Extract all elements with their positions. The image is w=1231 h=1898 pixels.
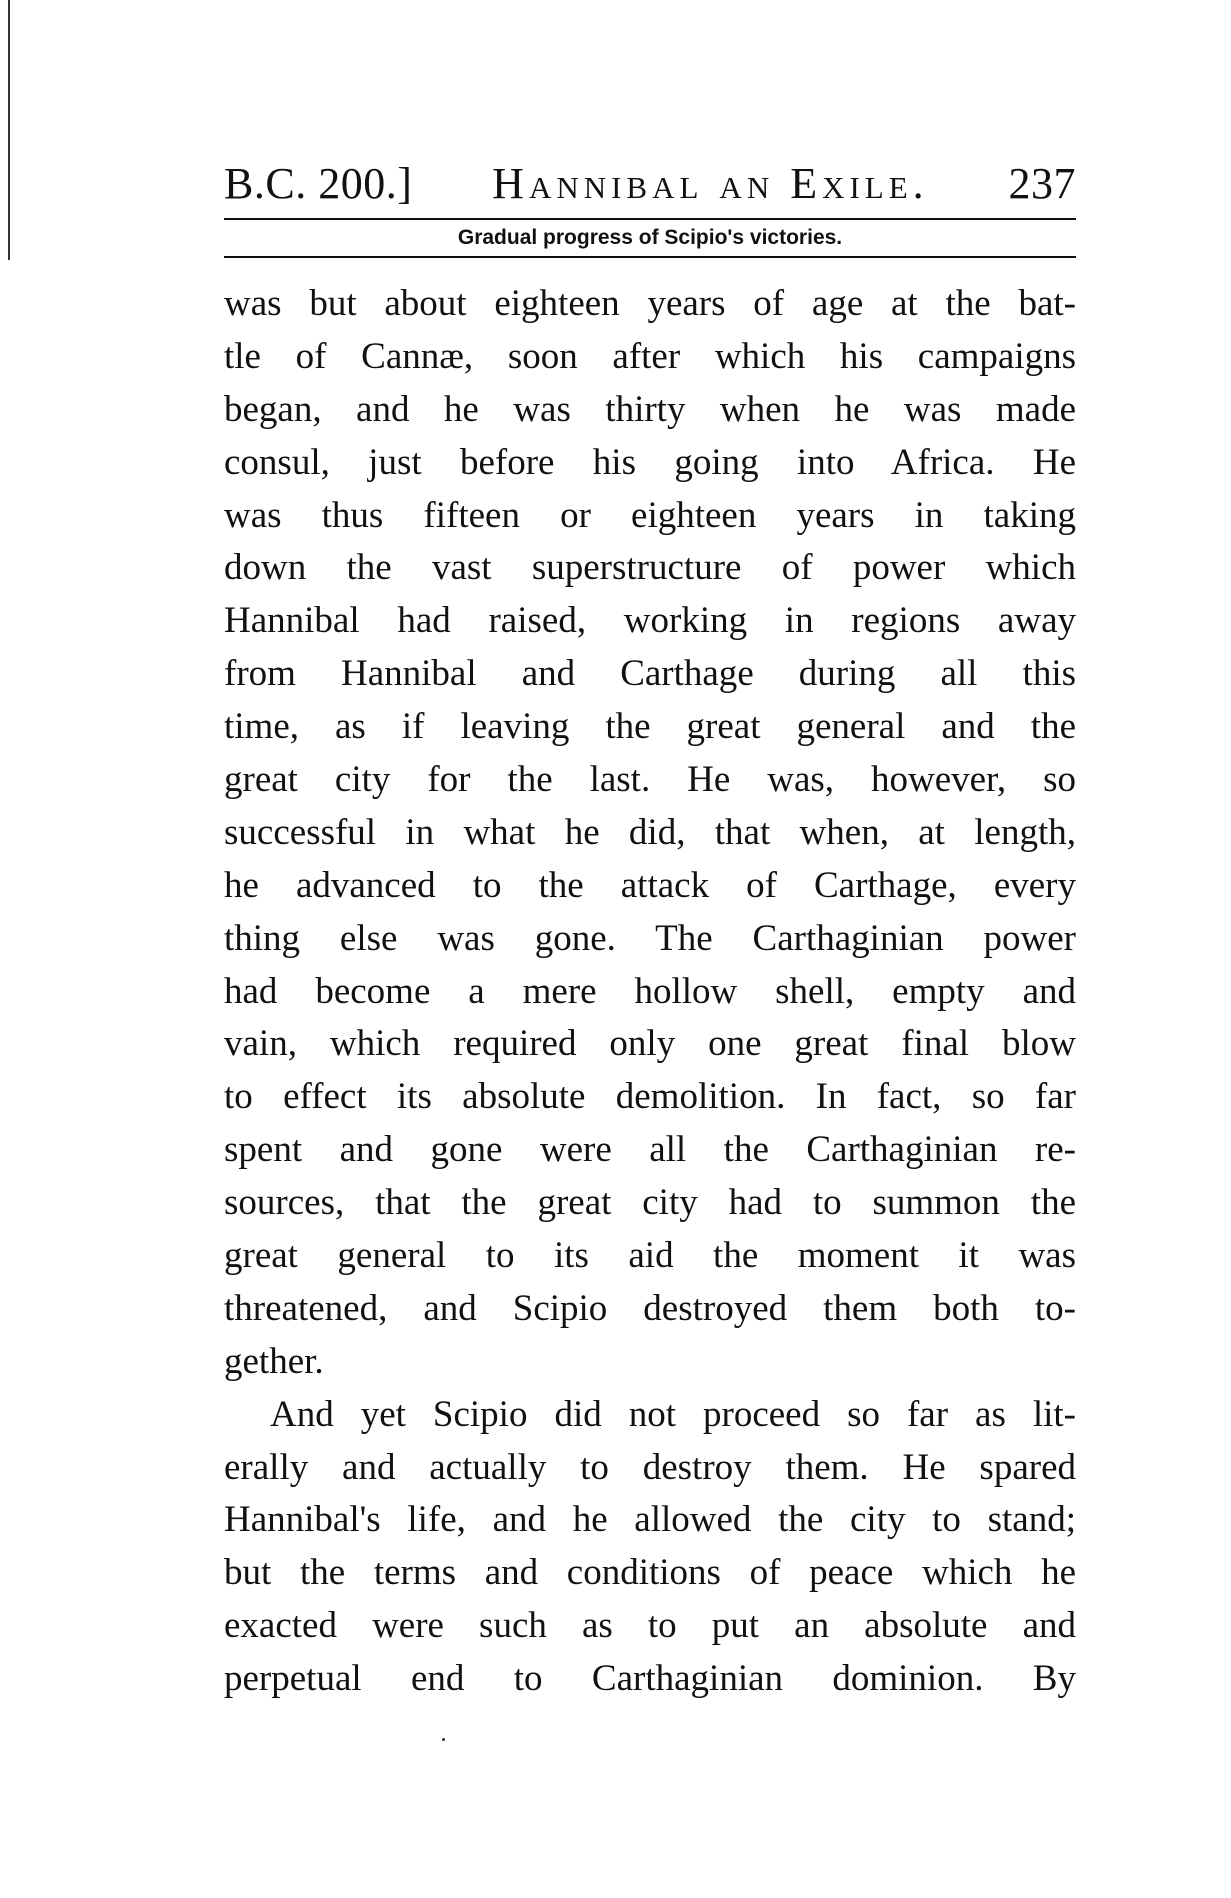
- running-head: [224, 158, 1076, 210]
- text-line: consul, just before his going into Africa. He: [224, 441, 1076, 483]
- page-subheading: Gradual progress of Scipio's victories.: [457, 226, 843, 249]
- body-text: [224, 278, 1076, 1706]
- binding-edge-line: [8, 0, 10, 260]
- page-number: 237: [1008, 159, 1076, 208]
- text-line: vain, which required only one great final blow: [224, 1023, 1076, 1065]
- text-line: successful in what he did, that when, at length,: [224, 811, 1076, 853]
- text-line: thing else was gone. The Carthaginian power: [224, 917, 1076, 959]
- text-line: sources, that the great city had to summon the: [224, 1182, 1076, 1224]
- text-line: time, as if leaving the great general and the: [224, 706, 1076, 748]
- book-page: [224, 158, 1076, 1706]
- text-line: from Hannibal and Carthage during all this: [224, 653, 1076, 695]
- text-line: erally and actually to destroy them. He spared: [224, 1446, 1076, 1488]
- chapter-date: B.C. 200.]: [224, 159, 413, 208]
- text-line: tle of Cannæ, soon after which his campaigns: [224, 335, 1076, 377]
- text-line: gether.: [224, 1340, 324, 1382]
- text-line: was thus fifteen or eighteen years in taking: [224, 494, 1076, 536]
- text-line: had become a mere hollow shell, empty and: [224, 970, 1076, 1012]
- text-line: spent and gone were all the Carthaginian re-: [224, 1129, 1076, 1171]
- text-line: he advanced to the attack of Carthage, every: [224, 864, 1076, 906]
- text-line: And yet Scipio did not proceed so far as lit-: [270, 1393, 1076, 1435]
- text-line: to effect its absolute demolition. In fact, so far: [224, 1076, 1076, 1118]
- text-line: but the terms and conditions of peace which he: [224, 1552, 1076, 1594]
- text-line: began, and he was thirty when he was made: [224, 388, 1076, 430]
- paragraph-2: [224, 1389, 1076, 1706]
- header-rule: [224, 218, 1076, 220]
- text-line: great city for the last. He was, however, so: [224, 759, 1076, 801]
- ink-speck: [442, 1738, 445, 1741]
- text-line: perpetual end to Carthaginian dominion. By: [224, 1658, 1076, 1700]
- subheading-rule: [224, 256, 1076, 258]
- text-line: was but about eighteen years of age at the bat-: [224, 283, 1076, 324]
- text-line: down the vast superstructure of power which: [224, 547, 1076, 589]
- page-title: Hannibal an Exile.: [492, 159, 929, 208]
- paragraph-1: [224, 278, 1076, 1389]
- text-line: threatened, and Scipio destroyed them both to-: [224, 1287, 1076, 1329]
- text-line: Hannibal had raised, working in regions away: [224, 600, 1076, 642]
- text-line: Hannibal's life, and he allowed the city to stand;: [224, 1499, 1076, 1541]
- text-line: great general to its aid the moment it was: [224, 1235, 1076, 1277]
- text-line: exacted were such as to put an absolute and: [224, 1605, 1076, 1647]
